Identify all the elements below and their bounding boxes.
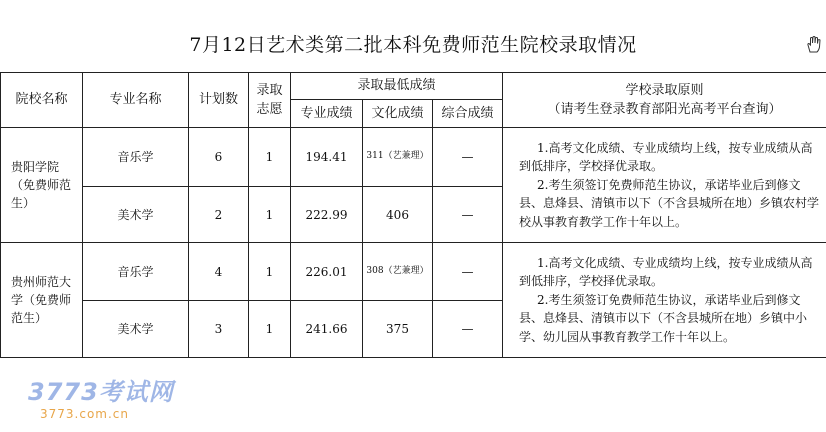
header-principle-line2: （请考生登录教育部阳光高考平台查询） xyxy=(547,102,782,117)
choice-cell: 1 xyxy=(249,301,291,358)
school-name: 贵阳学院（免费师范生） xyxy=(1,128,83,243)
school-name: 贵州师范大学（免费师范生） xyxy=(1,243,83,358)
watermark-main: 3773考试网 xyxy=(28,378,174,406)
culture-score-cell: 406 xyxy=(363,187,433,243)
header-choice: 录取志愿 xyxy=(249,73,291,128)
choice-cell: 1 xyxy=(249,128,291,187)
culture-score-cell: 308（艺兼理） xyxy=(363,243,433,301)
prof-score-cell: 194.41 xyxy=(291,128,363,187)
header-principle xyxy=(503,73,826,128)
combined-score-cell: — xyxy=(433,243,503,301)
plan-cell: 4 xyxy=(189,243,249,301)
major-cell: 音乐学 xyxy=(83,128,189,187)
combined-score-cell: — xyxy=(433,128,503,187)
choice-cell: 1 xyxy=(249,243,291,301)
admission-table xyxy=(0,72,826,358)
watermark-logo xyxy=(28,372,188,422)
table-row xyxy=(1,128,826,187)
hand-cursor-icon xyxy=(804,34,824,54)
plan-cell: 6 xyxy=(189,128,249,187)
admission-principle xyxy=(503,243,826,358)
watermark-sub: 3773.com.cn xyxy=(40,407,129,421)
principle-item: 1.高考文化成绩、专业成绩均上线，按专业成绩从高到低排序，学校择优录取。 xyxy=(519,255,813,289)
header-principle-line1: 学校录取原则 xyxy=(625,82,704,98)
principle-item: 1.高考文化成绩、专业成绩均上线，按专业成绩从高到低排序，学校择优录取。 xyxy=(519,140,813,174)
culture-score-cell: 311（艺兼理） xyxy=(363,128,433,187)
major-cell: 音乐学 xyxy=(83,243,189,301)
plan-cell: 3 xyxy=(189,301,249,358)
prof-score-cell: 222.99 xyxy=(291,187,363,243)
header-combined-score: 综合成绩 xyxy=(433,100,503,128)
major-cell: 美术学 xyxy=(83,301,189,358)
page-title: 7月12日艺术类第二批本科免费师范生院校录取情况 xyxy=(189,34,637,56)
principle-item: 2.考生须签订免费师范生协议，承诺毕业后到修文县、息烽县、清镇市以下（不含县城所在地）乡镇农村学校从事教育教学工作十年以上。 xyxy=(519,177,820,229)
culture-score-cell: 375 xyxy=(363,301,433,358)
header-plan: 计划数 xyxy=(189,73,249,128)
major-cell: 美术学 xyxy=(83,187,189,243)
table-row xyxy=(1,243,826,301)
header-culture-score: 文化成绩 xyxy=(363,100,433,128)
prof-score-cell: 241.66 xyxy=(291,301,363,358)
principle-item: 2.考生须签订免费师范生协议，承诺毕业后到修文县、息烽县、清镇市以下（不含县城所在地）乡镇中小学、幼儿园从事教育教学工作十年以上。 xyxy=(519,292,808,344)
choice-cell: 1 xyxy=(249,187,291,243)
prof-score-cell: 226.01 xyxy=(291,243,363,301)
header-major: 专业名称 xyxy=(83,73,189,128)
plan-cell: 2 xyxy=(189,187,249,243)
header-row xyxy=(1,73,826,100)
combined-score-cell: — xyxy=(433,301,503,358)
admission-principle xyxy=(503,128,826,243)
header-min-score: 录取最低成绩 xyxy=(291,73,503,100)
header-prof-score: 专业成绩 xyxy=(291,100,363,128)
header-school: 院校名称 xyxy=(1,73,83,128)
combined-score-cell: — xyxy=(433,187,503,243)
